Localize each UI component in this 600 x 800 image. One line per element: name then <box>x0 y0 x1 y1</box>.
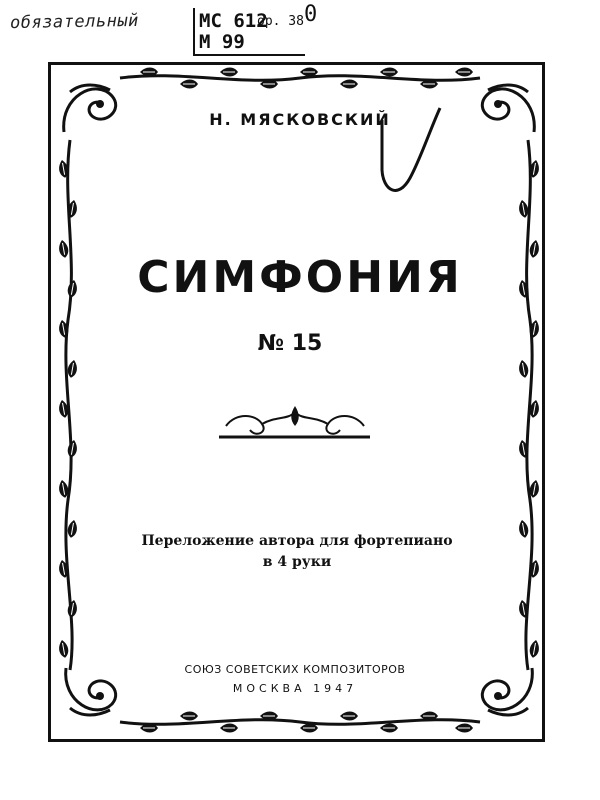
city-year: МОСКВА 1947 <box>232 682 358 695</box>
work-title: СИМФОНИЯ <box>137 252 463 303</box>
author-name: Н. МЯСКОВСКИЙ <box>209 110 391 129</box>
publisher-name: СОЮЗ СОВЕТСКИХ КОМПОЗИТОРОВ <box>184 663 406 676</box>
handwritten-note: обязательный <box>9 10 139 34</box>
shelfmark-opus: ор. 38 <box>257 14 304 29</box>
shelfmark-line1: МС 612 <box>199 10 268 32</box>
arrangement-note <box>0 531 594 573</box>
shelfmark-line2: М 99 <box>199 31 245 53</box>
arrangement-line-1: Переложение автора для фортепиано <box>141 533 453 549</box>
shelfmark-extra: 0 <box>304 2 318 27</box>
publisher-block <box>0 660 590 698</box>
arrangement-line-2: в 4 руки <box>262 554 332 570</box>
symphony-number: № 15 <box>257 331 323 356</box>
